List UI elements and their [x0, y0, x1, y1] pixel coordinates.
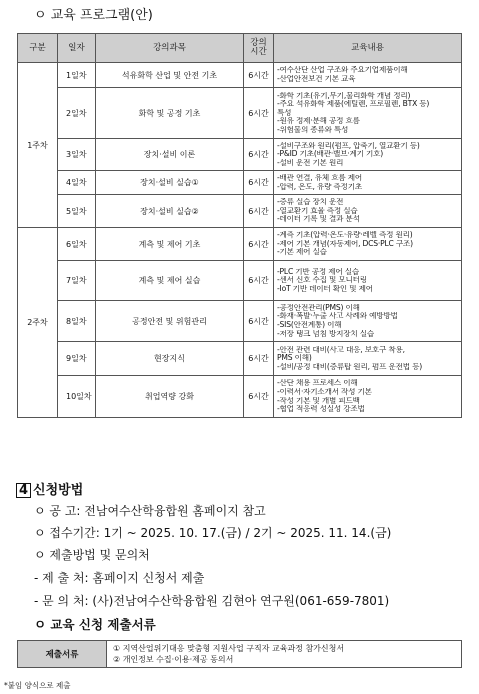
docs-items — [107, 641, 462, 668]
content-line: -PLC 기반 공정 제어 실습 — [277, 267, 359, 276]
subject-cell: 석유화학 산업 및 안전 기초 — [96, 63, 244, 88]
content-line: -압력, 온도, 유량 측정기초 — [277, 182, 362, 191]
content-cell — [274, 88, 462, 139]
hours-cell: 6시간 — [244, 171, 274, 195]
table-row — [18, 171, 462, 195]
header-content: 교육내용 — [274, 34, 462, 63]
content-line: -열교환기 효율 측정 실습 — [277, 206, 358, 215]
apply-section-title — [16, 479, 83, 498]
content-line: -계측 기초(압력·온도·유량·레벨 측정 원리) — [277, 231, 413, 240]
content-cell — [274, 376, 462, 418]
notice-line: ㅇ 공 고: 전남여수산학융합원 홈페이지 참고 — [34, 504, 266, 518]
content-line: -산업안전보건 기본 교육 — [277, 75, 356, 83]
docs-item-2: ② 개인정보 수집·이용·제공 동의서 — [113, 655, 234, 664]
content-line: -원유 정제·분해 공정 흐름 — [277, 117, 360, 126]
content-line: -제어 기본 개념(자동제어, DCS·PLC 구조) — [277, 239, 413, 248]
day-cell: 9일차 — [58, 342, 96, 376]
content-line: -산단 채용 프로세스 이해 — [277, 379, 358, 388]
content-line: -주요 석유화학 제품(에틸렌, 프로필렌, BTX 등) — [277, 100, 430, 109]
content-line: -위험물의 종류와 특성 — [277, 125, 349, 134]
day-cell: 7일차 — [58, 261, 96, 301]
content-cell — [274, 171, 462, 195]
curriculum-table — [17, 33, 462, 418]
subject-cell: 화학 및 공정 기초 — [96, 88, 244, 139]
day-cell: 4일차 — [58, 171, 96, 195]
content-line: -데이터 기록 및 결과 분석 — [277, 215, 360, 224]
week-label: 2주차 — [18, 228, 58, 418]
content-line: 특성 — [277, 108, 292, 117]
content-cell — [274, 195, 462, 228]
method-title: ㅇ 제출방법 및 문의처 — [34, 548, 150, 562]
content-line: -협업 적응력 성실성 강조법 — [277, 405, 365, 414]
subject-cell: 장치·설비 실습② — [96, 195, 244, 228]
table-row — [18, 88, 462, 139]
header-hours-text: 강의 시간 — [250, 38, 267, 57]
content-line: -화재·폭발·누출 사고 사례와 예방방법 — [277, 312, 398, 321]
table-header-row — [18, 34, 462, 63]
docs-title: ㅇ 교육 신청 제출서류 — [34, 617, 156, 632]
header-hours — [244, 34, 274, 63]
content-line: -증류 실습 장치 운전 — [277, 198, 344, 207]
program-title: ㅇ 교육 프로그램(안) — [34, 8, 153, 23]
subject-cell: 취업역량 강화 — [96, 376, 244, 418]
content-cell — [274, 139, 462, 171]
content-line: -기본 제어 실습 — [277, 248, 327, 257]
content-line: -화학 기초(유기,무기,물리화학 개념 정리) — [277, 91, 411, 100]
table-row — [18, 195, 462, 228]
day-cell: 1일차 — [58, 63, 96, 88]
content-line: -저장 탱크 넘침 방지장치 실습 — [277, 329, 375, 338]
day-cell: 8일차 — [58, 301, 96, 342]
content-cell — [274, 228, 462, 261]
content-line: -IoT 기반 데이터 확인 및 제어 — [277, 284, 373, 293]
day-cell: 3일차 — [58, 139, 96, 171]
table-row — [18, 139, 462, 171]
hours-cell: 6시간 — [244, 301, 274, 342]
section-number: 4 — [16, 483, 31, 498]
contact-line: - 문 의 처: (사)전남여수산학융합원 김현아 연구원(061-659-7801) — [34, 594, 390, 608]
period-line: ㅇ 접수기간: 1기 ~ 2025. 10. 17.(금) / 2기 ~ 2025. 11. 14.(금) — [34, 526, 392, 540]
docs-label: 제출서류 — [18, 641, 107, 668]
footnote: *붙임 양식으로 제출 — [4, 681, 71, 690]
table-row — [18, 63, 462, 88]
header-category: 구분 — [18, 34, 58, 63]
content-line: -이력서·자기소개서 작성 기본 — [277, 387, 372, 396]
apply-title: 신청방법 — [33, 483, 84, 498]
hours-cell: 6시간 — [244, 195, 274, 228]
content-line: -설비 운전 기본 원리 — [277, 158, 344, 167]
subject-cell: 현장지식 — [96, 342, 244, 376]
subject-cell: 장치·설비 이론 — [96, 139, 244, 171]
day-cell: 2일차 — [58, 88, 96, 139]
hours-cell: 6시간 — [244, 376, 274, 418]
content-line: -작성 기본 및 개별 피드백 — [277, 396, 360, 405]
hours-cell: 6시간 — [244, 228, 274, 261]
day-cell: 10일차 — [58, 376, 96, 418]
content-line: -안전 관련 대비(사고 대응, 보호구 착용, — [277, 345, 405, 354]
content-line: -설비/공정 대비(증류탑 원리, 펌프 운전법 등) — [277, 362, 423, 371]
week-label: 1주차 — [18, 63, 58, 228]
day-cell: 5일차 — [58, 195, 96, 228]
docs-table — [17, 640, 462, 668]
content-cell — [274, 63, 462, 88]
table-row — [18, 342, 462, 376]
content-cell — [274, 301, 462, 342]
day-cell: 6일차 — [58, 228, 96, 261]
hours-cell: 6시간 — [244, 88, 274, 139]
table-row — [18, 376, 462, 418]
subject-cell: 계측 및 제어 기초 — [96, 228, 244, 261]
table-row — [18, 228, 462, 261]
content-line: -센서 신호 수집 및 모니터링 — [277, 276, 367, 285]
table-row — [18, 261, 462, 301]
submit-line: - 제 출 처: 홈페이지 신청서 제출 — [34, 571, 205, 585]
docs-item-1: ① 지역산업위기대응 맞춤형 지원사업 구직자 교육과정 참가신청서 — [113, 644, 345, 653]
hours-cell: 6시간 — [244, 261, 274, 301]
hours-cell: 6시간 — [244, 139, 274, 171]
content-cell — [274, 342, 462, 376]
content-line: -P&ID 기초(배관·밸브·계기 기호) — [277, 150, 384, 159]
content-line: -설비구조와 원리(펌프, 압축기, 열교환기 등) — [277, 141, 420, 150]
content-line: -SIS(안전계통) 이해 — [277, 321, 342, 329]
content-line: -공정안전관리(PMS) 이해 — [277, 303, 360, 312]
content-cell — [274, 261, 462, 301]
content-line: -배관 연결, 유체 흐름 제어 — [277, 173, 362, 182]
table-row — [18, 301, 462, 342]
subject-cell: 계측 및 제어 실습 — [96, 261, 244, 301]
content-line: -여수산단 산업 구조와 주요기업제품이해 — [277, 66, 408, 75]
hours-cell: 6시간 — [244, 63, 274, 88]
subject-cell: 공정안전 및 위험관리 — [96, 301, 244, 342]
subject-cell: 장치·설비 실습① — [96, 171, 244, 195]
docs-row — [18, 641, 462, 668]
hours-cell: 6시간 — [244, 342, 274, 376]
content-line: PMS 이해) — [277, 354, 312, 363]
header-day: 일자 — [58, 34, 96, 63]
header-subject: 강의과목 — [96, 34, 244, 63]
